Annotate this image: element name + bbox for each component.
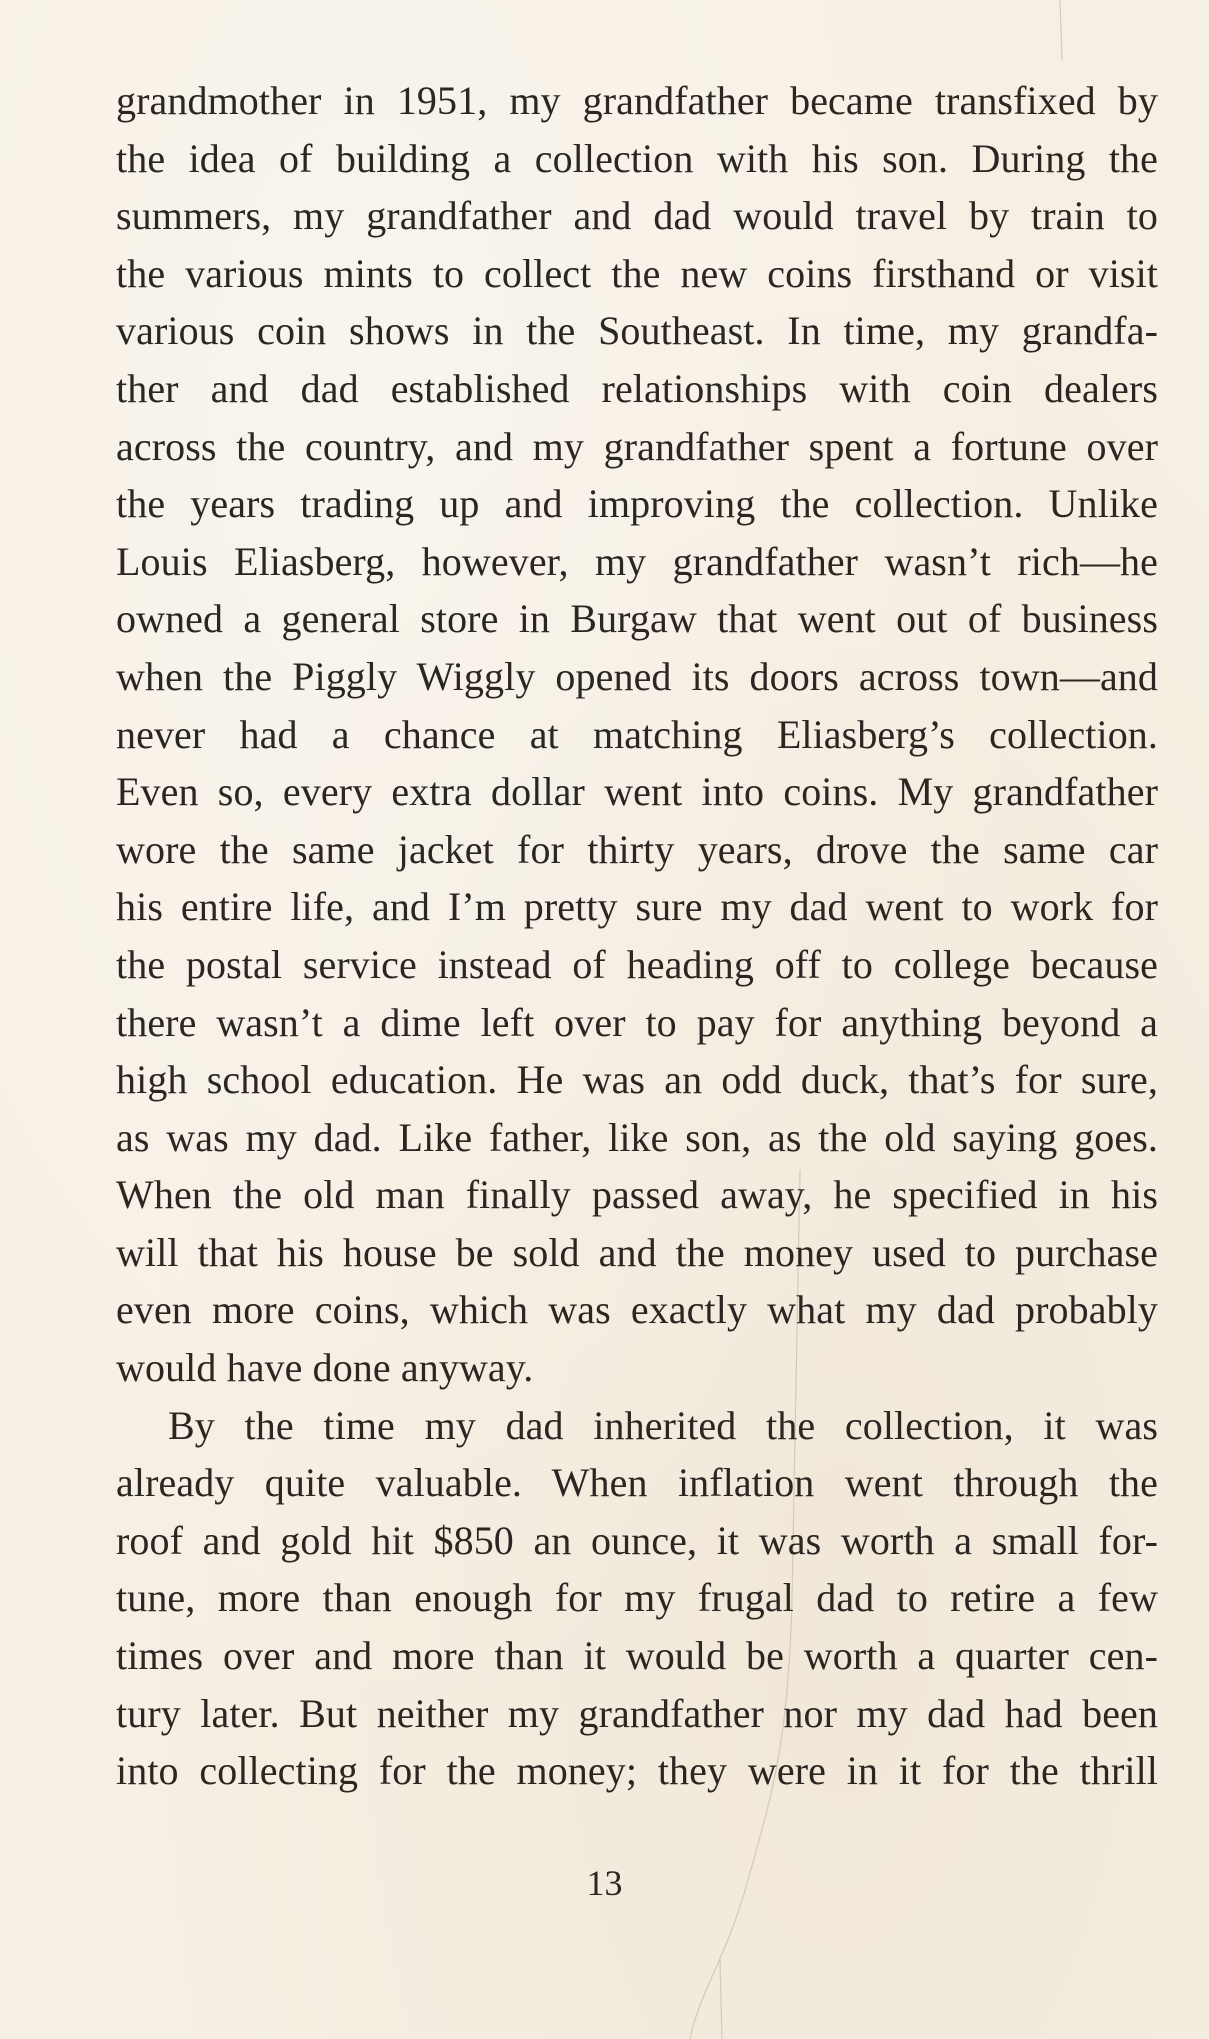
text-line: tury later. But neither my grandfather nor my dad had been — [116, 1690, 1158, 1736]
text-line: would have done anyway. — [116, 1345, 534, 1391]
text-line: never had a chance at matching Eliasberg’s collection. — [116, 711, 1158, 757]
text-line: will that his house be sold and the money used to purchase — [116, 1229, 1158, 1275]
text-line: when the Piggly Wiggly opened its doors across town—and — [116, 653, 1158, 699]
text-line: the years trading up and improving the collection. Unlike — [116, 481, 1158, 527]
paragraph-2 — [116, 1397, 1158, 1800]
page-number: 13 — [586, 1863, 623, 1903]
text-line: high school education. He was an odd duck, that’s for sure, — [116, 1057, 1158, 1103]
text-line: ther and dad established relationships with coin dealers — [116, 365, 1158, 411]
text-line: owned a general store in Burgaw that went out of business — [116, 596, 1158, 642]
text-line: grandmother in 1951, my grandfather became transfixed by — [116, 78, 1158, 123]
text-line: By the time my dad inherited the collection, it was — [168, 1402, 1158, 1448]
text-line: various coin shows in the Southeast. In time, my grandfa- — [116, 308, 1158, 354]
text-line: his entire life, and I’m pretty sure my dad went to work for — [116, 884, 1158, 930]
paragraph-1 — [116, 72, 1158, 1397]
text-line: as was my dad. Like father, like son, as the old saying goes. — [116, 1114, 1158, 1160]
text-line: summers, my grandfather and dad would travel by train to — [116, 193, 1158, 239]
text-line: into collecting for the money; they were in it for the thrill — [116, 1748, 1158, 1794]
text-line: Even so, every extra dollar went into coins. My grandfather — [116, 769, 1158, 815]
text-line: tune, more than enough for my frugal dad to retire a few — [116, 1575, 1158, 1621]
text-line: the postal service instead of heading off to college because — [116, 941, 1158, 987]
text-line: across the country, and my grandfather spent a fortune over — [116, 423, 1158, 469]
body-text — [116, 72, 1158, 1800]
text-line: even more coins, which was exactly what my dad probably — [116, 1287, 1158, 1333]
text-line: the various mints to collect the new coins firsthand or visit — [116, 250, 1158, 296]
text-line: there wasn’t a dime left over to pay for anything beyond a — [116, 999, 1158, 1045]
text-line: times over and more than it would be worth a quarter cen- — [116, 1633, 1158, 1679]
text-line: roof and gold hit $850 an ounce, it was worth a small for- — [116, 1517, 1158, 1563]
text-line: Louis Eliasberg, however, my grandfather wasn’t rich—he — [116, 538, 1158, 584]
text-line: the idea of building a collection with his son. During the — [116, 135, 1158, 181]
text-line: wore the same jacket for thirty years, drove the same car — [116, 826, 1158, 872]
text-line: already quite valuable. When inflation went through the — [116, 1460, 1158, 1506]
text-line: When the old man finally passed away, he specified in his — [116, 1172, 1158, 1218]
